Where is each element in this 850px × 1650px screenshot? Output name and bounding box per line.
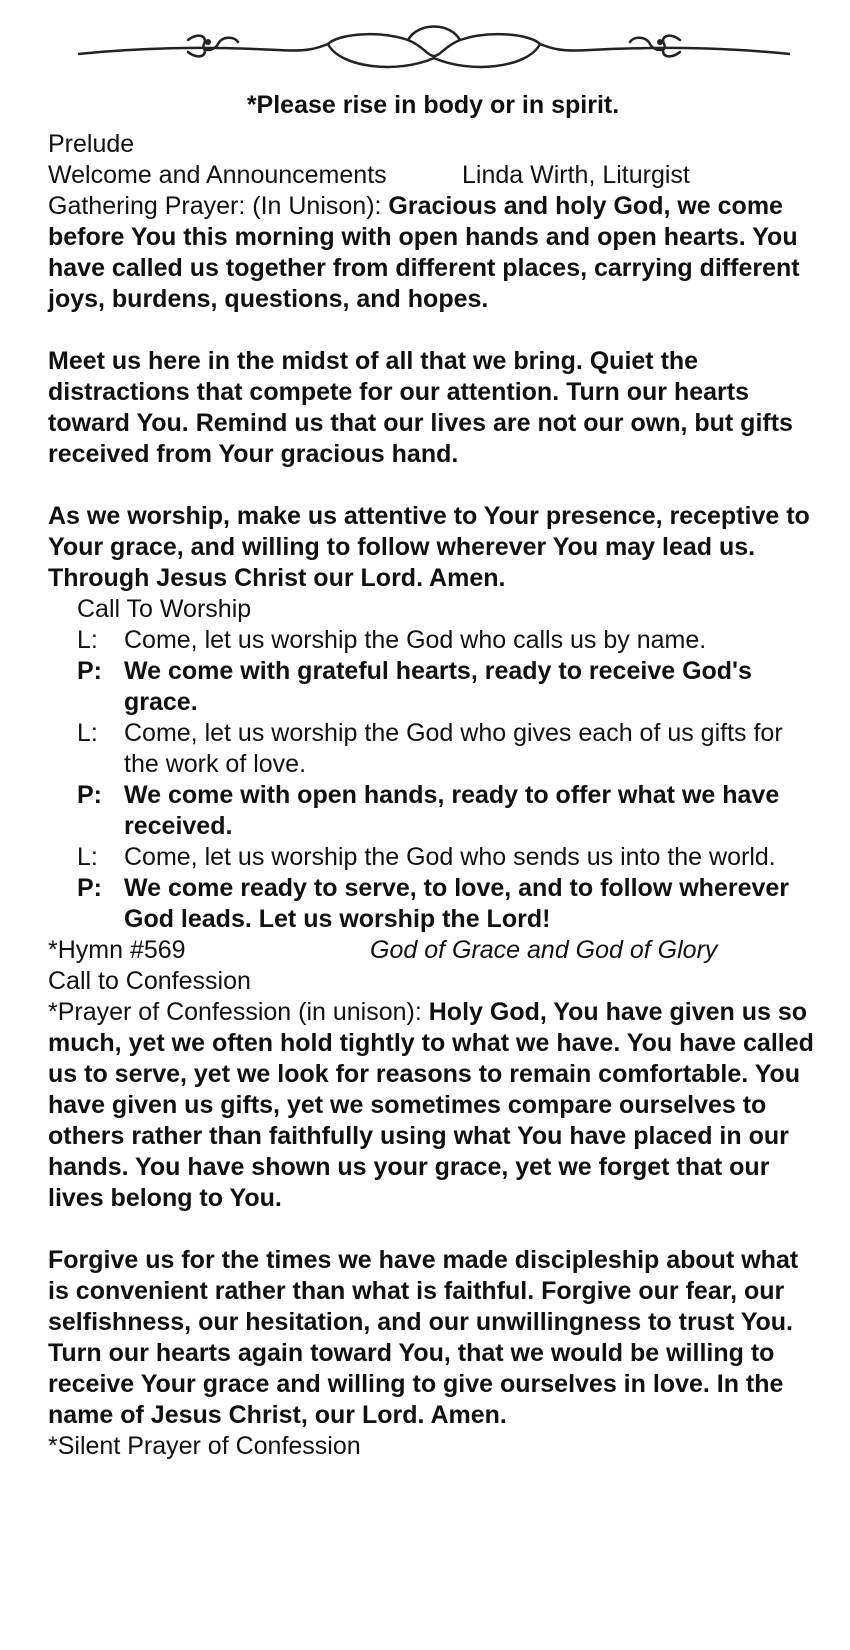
hymn-line	[48, 935, 818, 966]
flourish-ornament	[78, 12, 790, 80]
call-to-confession: Call to Confession	[48, 967, 251, 995]
speaker-label: P:	[77, 781, 102, 809]
responsive-line	[77, 873, 818, 935]
gathering-text-2: Meet us here in the midst of all that we bring. Quiet the distractions that compete for our attention. Turn our hearts toward You. Remind us that our lives are not our own, but gifts received from Your gracious hand.	[48, 347, 793, 468]
speaker-label: L:	[77, 719, 98, 747]
responsive-text: We come ready to serve, to love, and to follow wherever God leads. Let us worship the Lord!	[124, 874, 790, 933]
hymn-number: *Hymn #569	[48, 936, 186, 964]
call-to-worship-heading: Call To Worship	[77, 595, 252, 623]
speaker-label: L:	[77, 843, 98, 871]
silent-prayer: *Silent Prayer of Confession	[48, 1432, 361, 1460]
responsive-line	[77, 842, 818, 873]
confession-label: *Prayer of Confession (in unison):	[48, 998, 429, 1026]
responsive-text: We come with open hands, ready to offer what we have received.	[124, 781, 780, 840]
rise-instruction: *Please rise in body or in spirit.	[246, 91, 620, 119]
welcome-line	[48, 160, 818, 191]
responsive-text: We come with grateful hearts, ready to receive God's grace.	[124, 657, 752, 716]
confession-text-1: Holy God, You have given us so much, yet we often hold tightly to what we have. You have called us to serve, yet we look for reasons to remain comfortable. You have given us gifts, yet we sometimes compare ourselves to others rather than faithfully using what You have placed in our hands. You have shown us your grace, yet we forget that our lives belong to You.	[48, 998, 814, 1212]
responsive-line	[77, 625, 818, 656]
liturgist-name: Linda Wirth, Liturgist	[462, 161, 690, 189]
responsive-text: Come, let us worship the God who gives each of us gifts for the work of love.	[124, 719, 783, 778]
gathering-prayer	[48, 191, 818, 315]
speaker-label: P:	[77, 657, 102, 685]
responsive-line	[77, 656, 818, 718]
welcome-label: Welcome and Announcements	[48, 161, 387, 189]
responsive-text: Come, let us worship the God who sends us into the world.	[124, 843, 776, 871]
prelude: Prelude	[48, 130, 135, 158]
gathering-label: Gathering Prayer: (In Unison):	[48, 192, 389, 220]
responsive-line	[77, 718, 818, 780]
responsive-reading	[48, 625, 818, 935]
responsive-text: Come, let us worship the God who calls us by name.	[124, 626, 707, 654]
gathering-text-3: As we worship, make us attentive to Your presence, receptive to Your grace, and willing to follow wherever You may lead us. Through Jesus Christ our Lord. Amen.	[48, 502, 810, 592]
responsive-line	[77, 780, 818, 842]
hymn-title: God of Grace and God of Glory	[370, 936, 718, 964]
confession-text-2: Forgive us for the times we have made discipleship about what is convenient rather than what is faithful. Forgive our fear, our selfishness, our hesitation, and our unwillingness to trust You. Turn our hearts again toward You, that we would be willing to receive Your grace and willing to give ourselves in love. In the name of Jesus Christ, our Lord. Amen.	[48, 1246, 799, 1429]
speaker-label: L:	[77, 626, 98, 654]
prayer-of-confession	[48, 997, 818, 1214]
order-of-worship	[48, 90, 818, 1462]
gathering-text-1: Gracious and holy God, we come before You this morning with open hands and open hearts. You have called us together from different places, carrying different joys, burdens, questions, and hopes.	[48, 192, 800, 313]
speaker-label: P:	[77, 874, 102, 902]
